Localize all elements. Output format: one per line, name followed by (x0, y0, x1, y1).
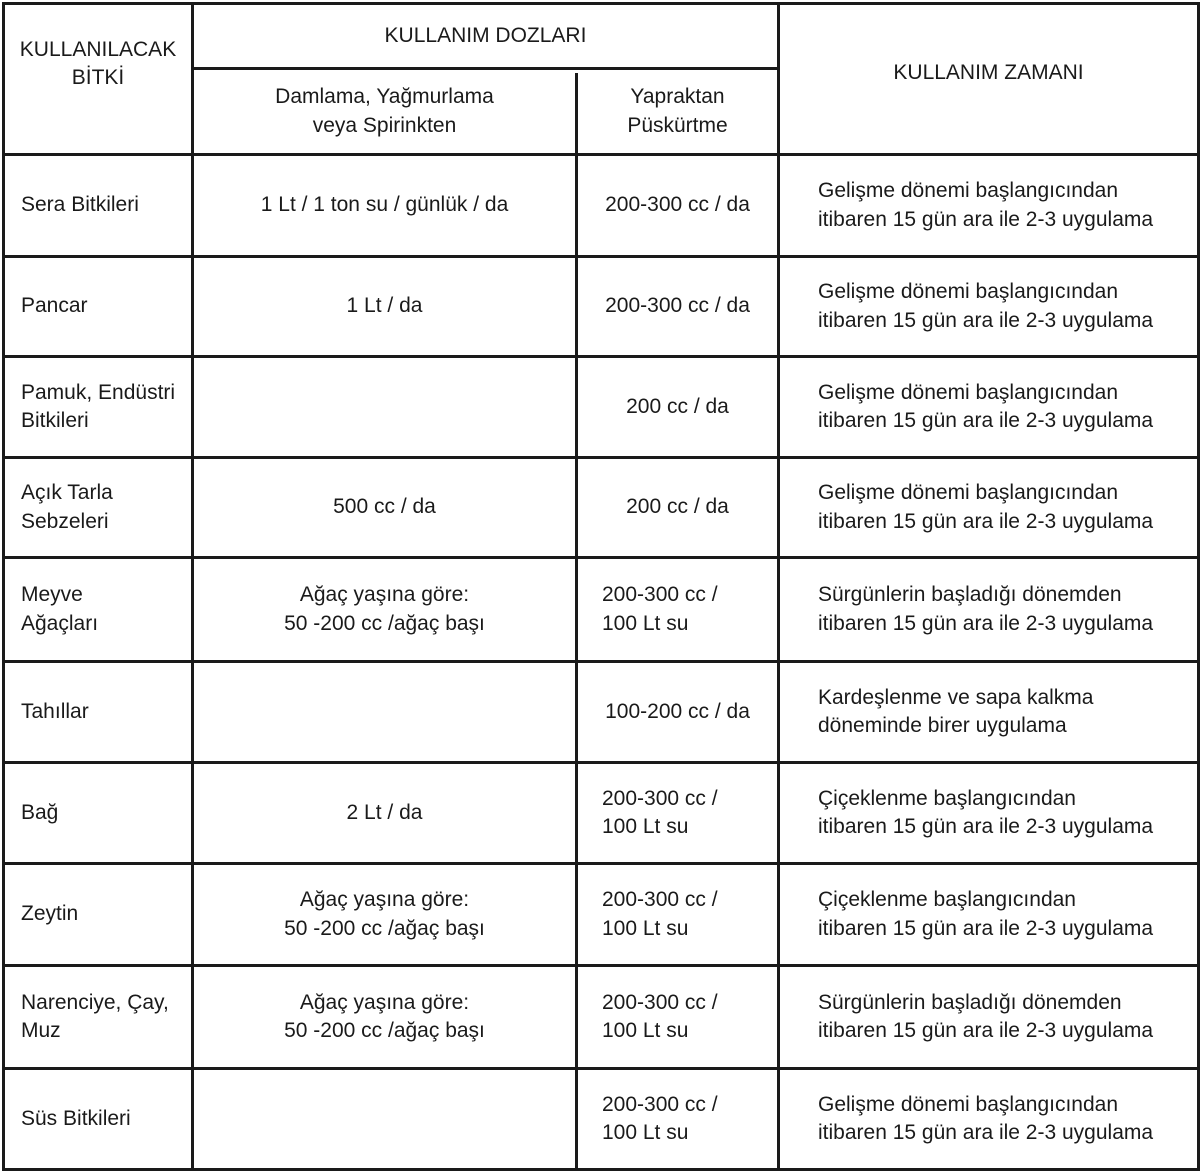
table-row-timing (780, 1070, 1197, 1168)
table-row-timing-text: Çiçeklenme başlangıcından itibaren 15 gün ara ile 2-3 uygulama (818, 888, 1154, 940)
table-row-timing-text: Sürgünlerin başladığı dönemden itibaren 15 gün ara ile 2-3 uygulama (818, 583, 1154, 635)
table-row-timing-text: Kardeşlenme ve sapa kalkma döneminde birer uygulama (818, 685, 1094, 737)
table-row-foliar-text: 200 cc / da (626, 495, 729, 519)
header-drip-text: Damlama, Yağmurlama veya Spirinkten (275, 85, 494, 137)
table-row-timing-text: Gelişme dönemi başlangıcından itibaren 15 gün ara ile 2-3 uygulama (818, 380, 1154, 432)
table-row-timing (780, 358, 1197, 456)
table-row-timing (780, 156, 1197, 255)
table-row-timing-text: Gelişme dönemi başlangıcından itibaren 15 gün ara ile 2-3 uygulama (818, 179, 1154, 231)
table-row-foliar (578, 358, 777, 456)
table-row-timing (780, 967, 1197, 1067)
table-row-timing (780, 663, 1197, 761)
table-row-foliar (578, 459, 777, 556)
table-row-drip (194, 865, 575, 964)
table-row-foliar-text: 100-200 cc / da (605, 699, 750, 723)
table-row-crop-text: Tahıllar (21, 699, 89, 723)
table-row-crop (5, 764, 191, 862)
table-row-crop-text: Meyve Ağaçları (21, 583, 99, 635)
table-row-foliar (578, 865, 777, 964)
header-foliar-text: Yapraktan Püskürtme (627, 85, 728, 137)
table-row-foliar (578, 764, 777, 862)
header-doses-text: KULLANIM DOZLARI (384, 23, 587, 47)
table-row-foliar-text: 200-300 cc / 100 Lt su (602, 888, 718, 940)
table-row-drip (194, 156, 575, 255)
table-row-foliar (578, 967, 777, 1067)
header-crop-text: KULLANILACAK BİTKİ (19, 37, 177, 89)
table-row-timing-text: Gelişme dönemi başlangıcından itibaren 15 gün ara ile 2-3 uygulama (818, 280, 1154, 332)
table-row-drip (194, 1070, 575, 1168)
table-row-crop-text: Zeytin (21, 902, 79, 926)
table-row-crop (5, 559, 191, 660)
table-row-crop (5, 358, 191, 456)
table-row-timing-text: Çiçeklenme başlangıcından itibaren 15 gün ara ile 2-3 uygulama (818, 786, 1154, 838)
table-row-crop-text: Sera Bitkileri (21, 193, 139, 217)
table-border-bottom (2, 1168, 1200, 1171)
table-row-foliar-text: 200 cc / da (626, 394, 729, 418)
table-row-drip-text: 500 cc / da (333, 495, 436, 519)
table-row-drip-text: Ağaç yaşına göre: 50 -200 cc /ağaç başı (284, 888, 485, 940)
header-timing-text: KULLANIM ZAMANI (893, 60, 1084, 84)
table-row-drip-text: 1 Lt / da (346, 294, 423, 318)
table-row-crop (5, 258, 191, 355)
table-row-foliar (578, 1070, 777, 1168)
table-row-timing-text: Gelişme dönemi başlangıcından itibaren 15 gün ara ile 2-3 uygulama (818, 1092, 1154, 1144)
table-row-timing (780, 258, 1197, 355)
table-row-foliar (578, 258, 777, 355)
table-row-crop (5, 865, 191, 964)
header-doses (194, 5, 777, 67)
table-row-drip (194, 459, 575, 556)
table-row-crop (5, 967, 191, 1067)
table-row-timing (780, 764, 1197, 862)
table-row-foliar (578, 156, 777, 255)
table-row-foliar (578, 559, 777, 660)
table-row-crop-text: Pancar (21, 294, 88, 318)
table-row-drip (194, 663, 575, 761)
table-row-drip (194, 358, 575, 456)
header-foliar (578, 70, 777, 153)
table-row-crop-text: Açık Tarla Sebzeleri (21, 481, 113, 533)
table-row-timing-text: Sürgünlerin başladığı dönemden itibaren 15 gün ara ile 2-3 uygulama (818, 990, 1154, 1042)
table-row-drip-text: 2 Lt / da (346, 800, 423, 824)
table-row-timing (780, 865, 1197, 964)
table-row-drip (194, 559, 575, 660)
table-row-foliar-text: 200-300 cc / 100 Lt su (602, 786, 718, 838)
table-row-crop-text: Süs Bitkileri (21, 1106, 131, 1130)
table-row-drip (194, 258, 575, 355)
table-row-foliar-text: 200-300 cc / 100 Lt su (602, 1092, 718, 1144)
table-row-timing (780, 459, 1197, 556)
table-row-drip-text: Ağaç yaşına göre: 50 -200 cc /ağaç başı (284, 990, 485, 1042)
table-row-drip (194, 764, 575, 862)
table-row-crop (5, 459, 191, 556)
header-drip (194, 70, 575, 153)
table-row-foliar-text: 200-300 cc / da (605, 294, 750, 318)
table-row-crop-text: Pamuk, Endüstri Bitkileri (21, 380, 176, 432)
table-row-drip-text: 1 Lt / 1 ton su / günlük / da (260, 193, 509, 217)
table-row-crop (5, 663, 191, 761)
table-row-crop (5, 156, 191, 255)
table-row-timing (780, 559, 1197, 660)
table-row-foliar-text: 200-300 cc / da (605, 193, 750, 217)
table-row-crop-text: Bağ (21, 800, 59, 824)
table-row-timing-text: Gelişme dönemi başlangıcından itibaren 15 gün ara ile 2-3 uygulama (818, 481, 1154, 533)
table-row-foliar-text: 200-300 cc / 100 Lt su (602, 990, 718, 1042)
table-row-drip-text: Ağaç yaşına göre: 50 -200 cc /ağaç başı (284, 583, 485, 635)
table-row-crop-text: Narenciye, Çay, Muz (21, 990, 169, 1042)
table-row-drip (194, 967, 575, 1067)
header-timing (780, 5, 1197, 141)
table-row-foliar-text: 200-300 cc / 100 Lt su (602, 583, 718, 635)
header-crop (5, 5, 191, 123)
table-row-foliar (578, 663, 777, 761)
table-row-crop (5, 1070, 191, 1168)
